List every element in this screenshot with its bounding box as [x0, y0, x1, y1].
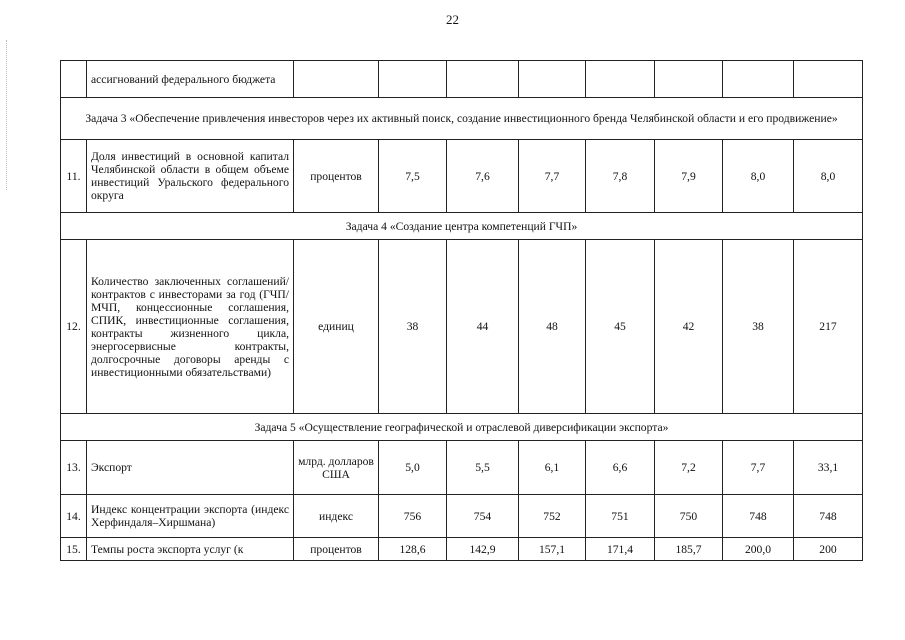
value-cell: 7,7	[723, 441, 794, 495]
row-number: 12.	[61, 240, 87, 414]
value-cell: 7,9	[655, 140, 723, 213]
value-cell: 7,8	[586, 140, 655, 213]
value-cell	[447, 61, 519, 98]
value-cell: 38	[379, 240, 447, 414]
unit-cell: индекс	[294, 495, 379, 538]
value-cell	[794, 61, 863, 98]
value-cell: 44	[447, 240, 519, 414]
table-row	[61, 495, 863, 538]
value-cell: 754	[447, 495, 519, 538]
value-cell: 748	[794, 495, 863, 538]
margin-mark	[6, 40, 8, 190]
row-number: 15.	[61, 538, 87, 561]
unit-cell: единиц	[294, 240, 379, 414]
value-cell: 7,2	[655, 441, 723, 495]
task-row	[61, 414, 863, 441]
task-heading: Задача 5 «Осуществление географической и отраслевой диверсификации экспорта»	[61, 414, 863, 441]
indicator-name: Доля инвестиций в основной капитал Челябинской области в общем объеме инвестиций Уральского федерального округа	[87, 140, 294, 213]
value-cell: 42	[655, 240, 723, 414]
value-cell: 8,0	[723, 140, 794, 213]
value-cell: 756	[379, 495, 447, 538]
task-heading: Задача 3 «Обеспечение привлечения инвесторов через их активный поиск, создание инвестиционного бренда Челябинской области и его продвижение»	[61, 98, 863, 140]
value-cell: 7,7	[519, 140, 586, 213]
table-row	[61, 441, 863, 495]
value-cell: 157,1	[519, 538, 586, 561]
value-cell: 8,0	[794, 140, 863, 213]
indicator-name: Экспорт	[87, 441, 294, 495]
indicators-table	[60, 60, 863, 561]
value-cell	[379, 61, 447, 98]
table-row	[61, 140, 863, 213]
row-number: 14.	[61, 495, 87, 538]
row-number: 13.	[61, 441, 87, 495]
value-cell: 171,4	[586, 538, 655, 561]
row-number: 11.	[61, 140, 87, 213]
value-cell: 200,0	[723, 538, 794, 561]
task-row	[61, 213, 863, 240]
value-cell: 38	[723, 240, 794, 414]
value-cell	[723, 61, 794, 98]
value-cell: 6,1	[519, 441, 586, 495]
task-heading: Задача 4 «Создание центра компетенций ГЧП»	[61, 213, 863, 240]
value-cell: 751	[586, 495, 655, 538]
value-cell	[655, 61, 723, 98]
unit-cell: процентов	[294, 538, 379, 561]
value-cell	[519, 61, 586, 98]
value-cell: 7,5	[379, 140, 447, 213]
task-row	[61, 98, 863, 140]
value-cell: 128,6	[379, 538, 447, 561]
row-number	[61, 61, 87, 98]
indicator-name: Темпы роста экспорта услуг (к	[87, 538, 294, 561]
value-cell: 5,5	[447, 441, 519, 495]
value-cell: 7,6	[447, 140, 519, 213]
table-row	[61, 61, 863, 98]
value-cell: 752	[519, 495, 586, 538]
value-cell: 33,1	[794, 441, 863, 495]
value-cell: 217	[794, 240, 863, 414]
indicator-name: Индекс концентрации экспорта (индекс Херфиндаля–Хиршмана)	[87, 495, 294, 538]
value-cell: 200	[794, 538, 863, 561]
page-number: 22	[446, 12, 459, 27]
value-cell: 6,6	[586, 441, 655, 495]
indicator-name: ассигнований федерального бюджета	[87, 61, 294, 98]
value-cell: 750	[655, 495, 723, 538]
value-cell: 45	[586, 240, 655, 414]
unit-cell: млрд. долларов США	[294, 441, 379, 495]
table-row	[61, 240, 863, 414]
unit-cell: процентов	[294, 140, 379, 213]
table-row	[61, 538, 863, 561]
unit-cell	[294, 61, 379, 98]
value-cell: 142,9	[447, 538, 519, 561]
value-cell: 48	[519, 240, 586, 414]
value-cell: 5,0	[379, 441, 447, 495]
value-cell	[586, 61, 655, 98]
indicator-name: Количество заключенных соглашений/контрактов с инвесторами за год (ГЧП/МЧП, концессионные соглашения, СПИК, инвестиционные соглашения, контракты жизненного цикла, энергосервисные контракты, долгосрочные договоры аренды с инвестиционными обязательствами)	[87, 240, 294, 414]
value-cell: 748	[723, 495, 794, 538]
value-cell: 185,7	[655, 538, 723, 561]
